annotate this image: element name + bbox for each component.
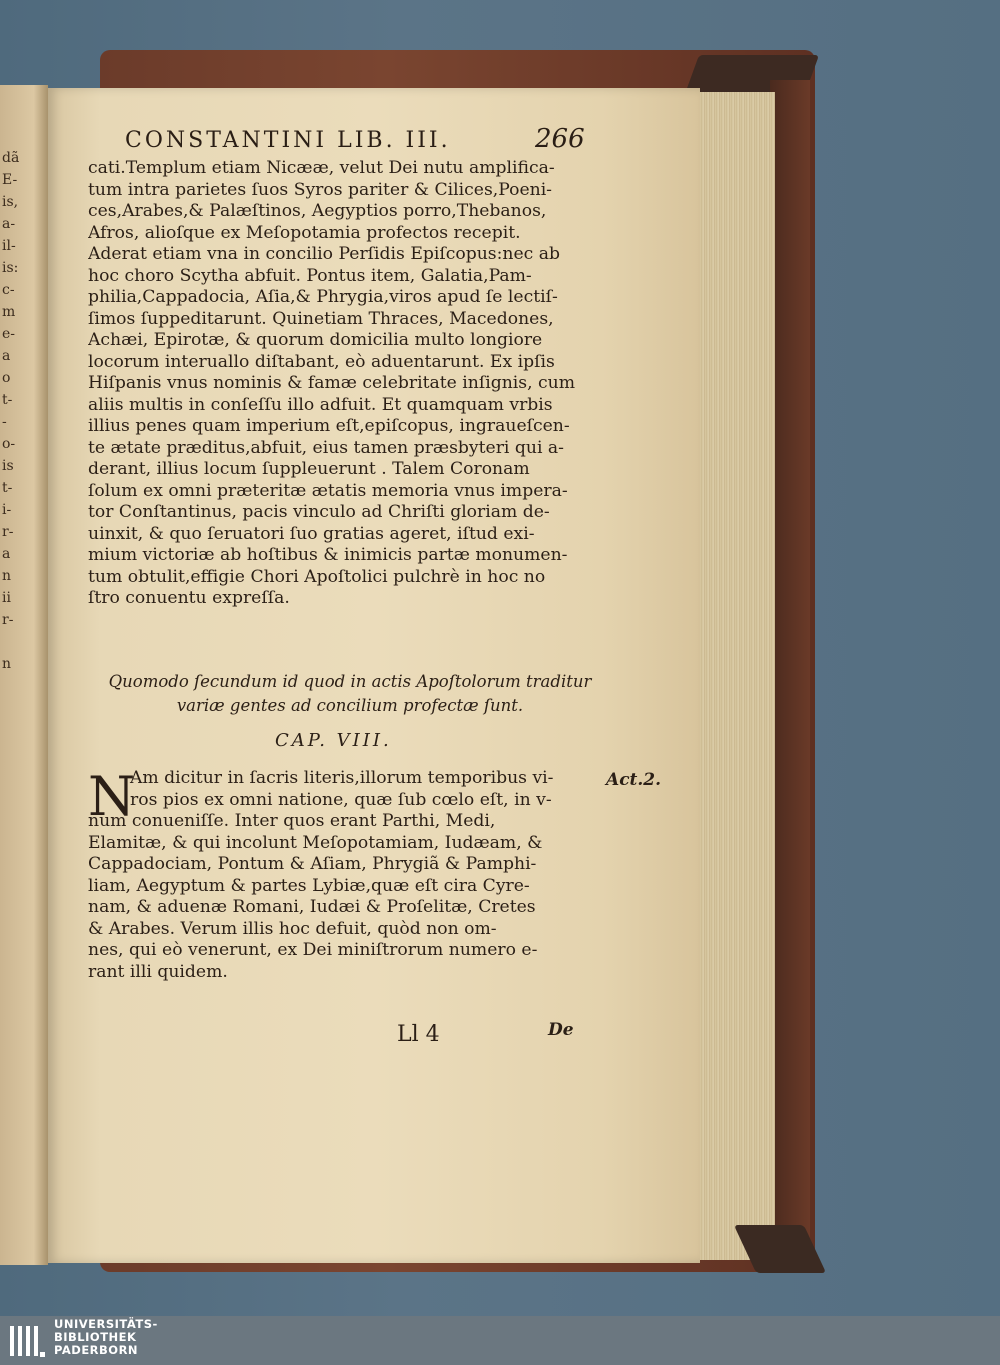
- left-page-fragment: is,: [2, 194, 19, 210]
- left-page-fragment: ii: [2, 590, 11, 606]
- left-page-fragment: r-: [2, 524, 14, 540]
- left-page-fragment: il-: [2, 238, 16, 254]
- left-page-fragment: -: [2, 414, 7, 430]
- page-fore-edge: [690, 92, 775, 1260]
- text-line: Cappadociam, Pontum & Aſiam, Phrygiã & Pamphi-: [88, 854, 537, 874]
- text-line: derant, illius locum ſuppleuerunt . Talem Coronam: [88, 459, 530, 479]
- library-logo-icon: [8, 1322, 46, 1360]
- left-page-fragment: n: [2, 568, 12, 584]
- left-page-fragment: E-: [2, 172, 18, 188]
- left-page-fragment: o: [2, 370, 11, 386]
- text-line: num conueniſſe. Inter quos erant Parthi, Medi,: [88, 811, 496, 831]
- left-page-fragment: m: [2, 304, 16, 320]
- text-line: locorum interuallo diſtabant, eò aduentarunt. Ex ipſis: [88, 351, 555, 372]
- catchword: De: [548, 1020, 574, 1040]
- text-line: ſtro conuentu expreſſa.: [88, 588, 290, 608]
- chapter-heading-line: variæ gentes ad concilium profectæ ſunt.: [176, 696, 524, 715]
- text-line: tum obtulit,effigie Chori Apoſtolici pulchrè in hoc no: [88, 566, 546, 587]
- text-line: liam, Aegyptum & partes Lybiæ,quæ eſt cira Cyre-: [88, 875, 530, 896]
- logo-line: UNIVERSITÄTS-: [54, 1317, 158, 1331]
- text-line: Achæi, Epirotæ, & quorum domicilia multo longiore: [88, 330, 543, 350]
- left-page-fragment: a: [2, 348, 11, 364]
- left-page-fragment: a-: [2, 216, 16, 232]
- left-page-fragment: is: [2, 458, 14, 474]
- left-page-fragment: t-: [2, 392, 13, 408]
- page-number: 266: [535, 124, 585, 154]
- chapter-heading: [100, 670, 600, 718]
- chapter-number: CAP. VIII.: [275, 730, 392, 751]
- text-line: uinxit, & quo ſeruatori ſuo gratias ageret, iſtud exi-: [88, 523, 535, 544]
- text-line: Am dicitur in ſacris literis,illorum temporibus vi-: [130, 768, 554, 788]
- left-page-fragment: t-: [2, 480, 13, 496]
- signature-mark: Ll 4: [397, 1022, 440, 1047]
- logo-line: BIBLIOTHEK: [54, 1330, 137, 1344]
- left-page-fragment: c-: [2, 282, 15, 298]
- cover-fore-edge: [770, 80, 810, 1270]
- text-line: Afros, alioſque ex Meſopotamia profectos recepit.: [88, 222, 521, 243]
- text-line: philia,Cappadocia, Aſia,& Phrygia,viros apud ſe lectiſ-: [88, 287, 558, 307]
- text-line: rant illi quidem.: [88, 961, 228, 982]
- text-line: ſimos ſuppeditarunt. Quinetiam Thraces, Macedones,: [88, 308, 554, 329]
- left-page-fragment: e-: [2, 326, 16, 342]
- left-page-fragment: a: [2, 546, 11, 562]
- text-line: ces,Arabes,& Palæſtinos, Aegyptios porro,Thebanos,: [88, 201, 547, 221]
- chapter-text: [88, 765, 598, 983]
- text-line: hoc choro Scytha abfuit. Pontus item, Galatia,Pam-: [88, 265, 532, 286]
- margin-note: Act.2.: [606, 770, 662, 790]
- text-line: cati.Templum etiam Nicææ, velut Dei nutu amplifica-: [88, 158, 555, 178]
- text-line: mium victoriæ ab hoſtibus & inimicis partæ monumen-: [88, 545, 568, 565]
- left-page-fragment: dã: [2, 150, 20, 166]
- text-line: aliis multis in conſeſſu illo adfuit. Et quamquam vrbis: [88, 394, 553, 415]
- chapter-heading-line: Quomodo ſecundum id quod in actis Apoſtolorum traditur: [108, 672, 592, 691]
- left-page-fragment: o-: [2, 436, 16, 452]
- left-page-fragment: is:: [2, 260, 19, 276]
- text-line: Hiſpanis vnus nominis & famæ celebritate inſignis, cum: [88, 373, 576, 393]
- body-text: [88, 158, 593, 610]
- text-line: ſolum ex omni prӕteritæ ætatis memoria vnus impera-: [88, 480, 568, 501]
- text-line: ros pios ex omni natione, quæ ſub cœlo eſt, in v-: [130, 789, 552, 810]
- drop-cap: N: [88, 765, 136, 828]
- left-page-fragment: i-: [2, 502, 12, 518]
- library-logo-text: [54, 1318, 158, 1357]
- text-line: tor Conſtantinus, pacis vinculo ad Chriſti gloriam de-: [88, 502, 550, 522]
- left-page-fragment: r-: [2, 612, 14, 628]
- text-line: & Arabes. Verum illis hoc defuit, quòd non om-: [88, 918, 497, 939]
- text-line: te ætate præditus,abfuit, eius tamen præsbyteri qui a-: [88, 437, 564, 458]
- text-line: tum intra parietes ſuos Syros pariter & Cilices,Poeni-: [88, 179, 552, 200]
- text-line: nes, qui eò venerunt, ex Dei miniſtrorum numero e-: [88, 940, 538, 960]
- running-head: CONSTANTINI LIB. III.: [125, 128, 451, 153]
- text-line: illius penes quam imperium eſt,epiſcopus, ingraueſcen-: [88, 416, 570, 436]
- text-line: Aderat etiam vna in concilio Perſidis Epiſcopus:nec ab: [88, 244, 560, 264]
- left-page-fragment: n: [2, 656, 12, 672]
- text-line: nam, & aduenæ Romani, Iudæi & Proſelitæ, Cretes: [88, 897, 536, 917]
- text-line: Elamitæ, & qui incolunt Meſopotamiam, Iudæam, &: [88, 832, 543, 853]
- logo-line: PADERBORN: [54, 1343, 139, 1357]
- left-facing-page: [0, 85, 48, 1265]
